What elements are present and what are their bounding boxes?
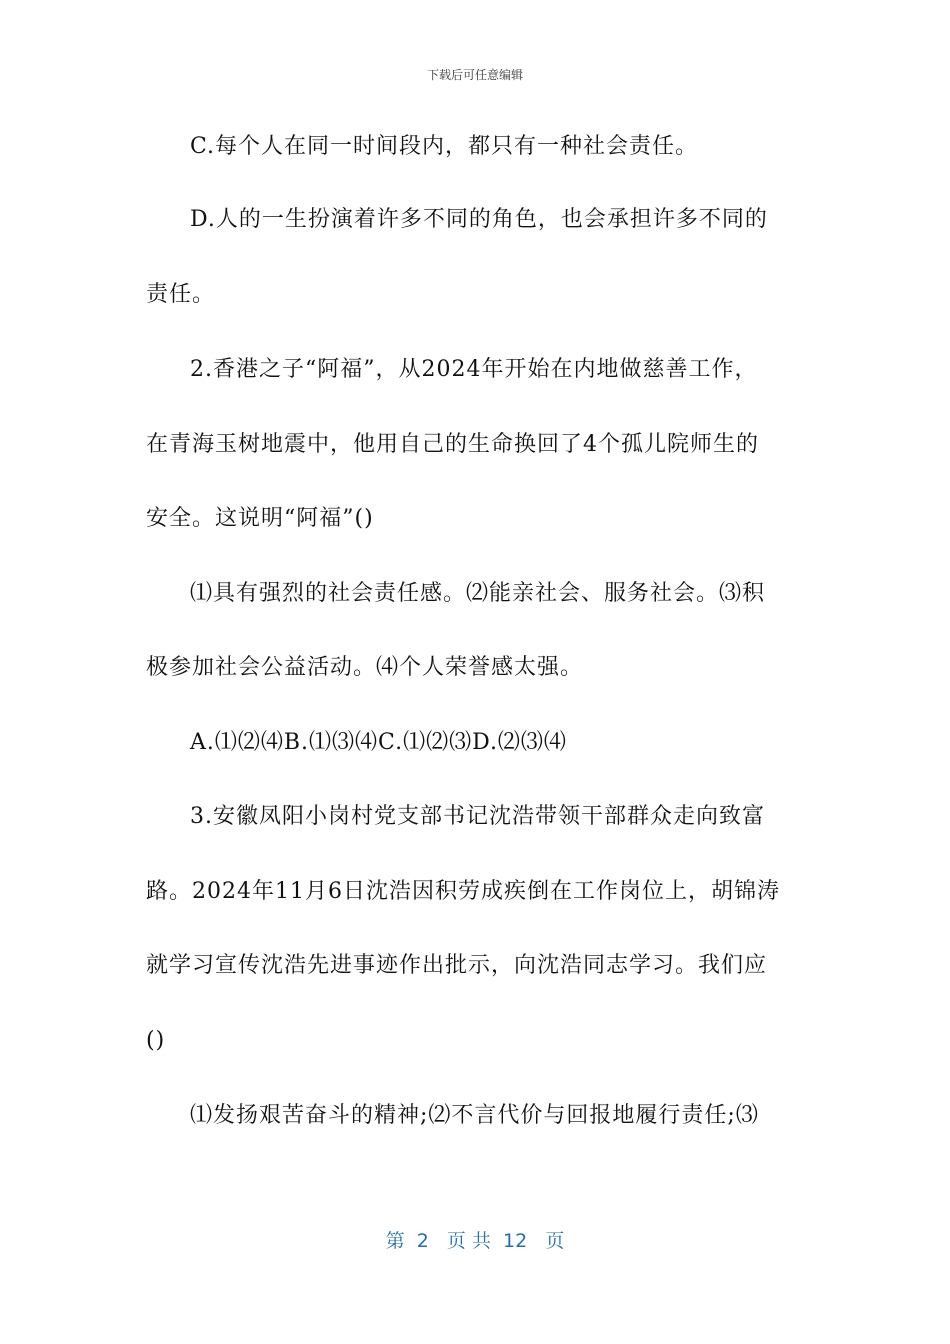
text-line: 安全。这说明“阿福”() [146,506,374,531]
text-line: 在青海玉树地震中，他用自己的生命换回了4个孤儿院师生的 [146,432,759,457]
text-line: A.⑴⑵⑷B.⑴⑶⑷C.⑴⑵⑶D.⑵⑶⑷ [190,730,567,755]
text-line: ⑴发扬艰苦奋斗的精神;⑵不言代价与回报地履行责任;⑶ [190,1103,759,1128]
text-line: 就学习宣传沈浩先进事迹作出批示，向沈浩同志学习。我们应 [146,953,768,978]
page-number-footer: 第 2 页 共 12 页 [385,1230,565,1252]
text-line: D.人的一生扮演着许多不同的角色，也会承担许多不同的 [190,207,768,232]
text-line: 责任。 [146,282,216,307]
text-line: () [146,1028,166,1053]
text-line: C.每个人在同一时间段内，都只有一种社会责任。 [190,134,699,159]
text-line: ⑴具有强烈的社会责任感。⑵能亲社会、服务社会。⑶积 [190,581,766,606]
text-line: 2.香港之子“阿福”，从2024年开始在内地做慈善工作， [190,357,758,382]
text-line: 极参加社会公益活动。⑷个人荣誉感太强。 [146,655,584,680]
page-header: 下载后可任意编辑 [426,68,523,82]
text-line: 路。2024年11月6日沈浩因积劳成疾倒在工作岗位上，胡锦涛 [146,879,780,904]
text-line: 3.安徽凤阳小岗村党支部书记沈浩带领干部群众走向致富 [190,804,765,829]
